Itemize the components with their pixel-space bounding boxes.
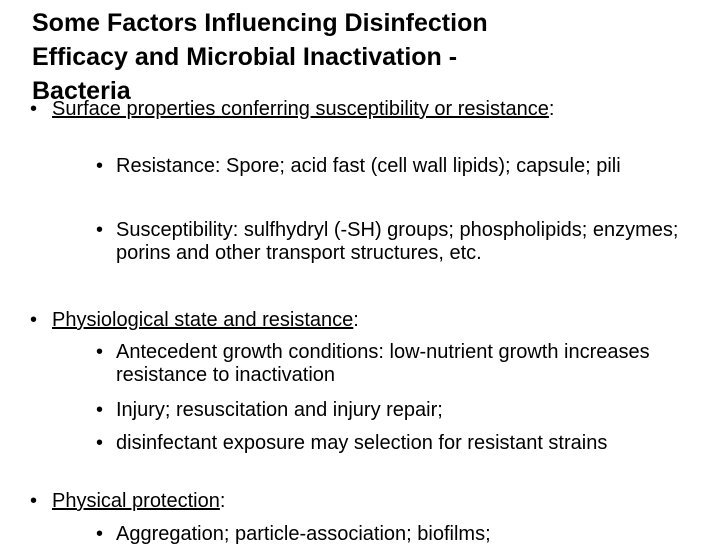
- physiological-suffix: :: [353, 309, 359, 331]
- surface-suffix: :: [548, 98, 555, 120]
- bullet-physiological-state: [52, 309, 712, 332]
- bullet-glyph: •: [96, 432, 104, 454]
- bullet-glyph: •: [96, 155, 104, 177]
- sub-bullet-antecedent-growth: Antecedent growth conditions: low-nutrient growth increases resistance to inactivation: [116, 341, 650, 386]
- bullet-glyph: •: [96, 219, 104, 241]
- bullet-glyph: •: [30, 490, 38, 512]
- sub-bullet-disinfectant-exposure: disinfectant exposure may selection for resistant strains: [116, 432, 608, 454]
- sub-bullet-susceptibility: Susceptibility: sulfhydryl (-SH) groups; phospholipids; enzymes; porins and other transport structures, etc.: [116, 219, 679, 264]
- bullet-glyph: •: [30, 98, 38, 120]
- surface-heading: Surface properties conferring susceptibility or resistance: [52, 98, 549, 120]
- title-line-2: Efficacy and Microbial Inactivation -: [32, 43, 458, 71]
- sub-bullet-aggregation: Aggregation; particle-association; biofilms;: [116, 523, 491, 545]
- title-line-1: Some Factors Influencing Disinfection: [32, 9, 488, 37]
- physical-suffix: :: [219, 490, 226, 512]
- sub-bullet-injury: Injury; resuscitation and injury repair;: [116, 399, 443, 421]
- title-line-3: Bacteria: [32, 77, 131, 105]
- physiological-heading: Physiological state and resistance: [52, 309, 354, 331]
- sub-bullet-resistance: Resistance: Spore; acid fast (cell wall lipids); capsule; pili: [116, 155, 621, 177]
- bullet-glyph: •: [96, 399, 104, 421]
- bullet-glyph: •: [30, 309, 38, 331]
- physical-heading: Physical protection: [52, 490, 220, 512]
- bullet-physical-protection: [52, 490, 712, 513]
- bullet-glyph: •: [96, 523, 104, 545]
- bullet-glyph: •: [96, 341, 104, 363]
- slide-title: [32, 6, 712, 108]
